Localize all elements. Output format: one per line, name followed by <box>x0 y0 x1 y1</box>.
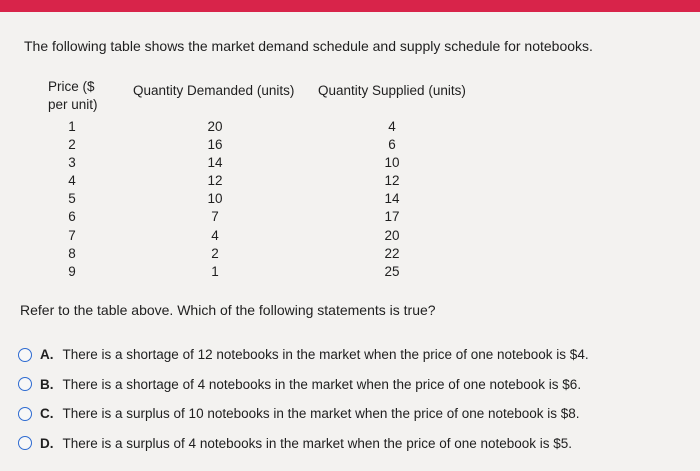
qs-cell: 25 <box>384 263 400 279</box>
option-letter: D. <box>40 435 54 451</box>
question-text: Refer to the table above. Which of the following statements is true? <box>20 302 436 318</box>
quantity-demanded-header: Quantity Demanded (units) <box>133 83 295 98</box>
qd-cell: 12 <box>207 173 223 189</box>
qd-cell: 2 <box>211 245 219 261</box>
price-cell: 8 <box>68 245 76 261</box>
price-column <box>62 118 82 281</box>
qd-cell: 7 <box>211 209 219 225</box>
price-column-header <box>48 78 98 114</box>
option-d[interactable] <box>18 429 589 459</box>
radio-button-a[interactable] <box>18 348 32 362</box>
price-header-line1: Price ($ <box>48 79 95 94</box>
option-text: There is a shortage of 4 notebooks in the market when the price of one notebook is $6. <box>62 376 582 392</box>
quantity-demanded-column <box>200 118 230 281</box>
question-card <box>0 12 700 471</box>
price-cell: 2 <box>68 137 76 153</box>
option-a[interactable] <box>18 340 589 370</box>
option-letter: A. <box>40 347 54 363</box>
qd-cell: 20 <box>207 119 223 134</box>
qd-cell: 1 <box>211 263 219 279</box>
radio-button-b[interactable] <box>18 377 32 391</box>
answer-options <box>18 340 589 458</box>
option-text: There is a surplus of 4 notebooks in the market when the price of one notebook is $5. <box>62 435 573 451</box>
quantity-supplied-column <box>377 118 407 281</box>
qs-cell: 22 <box>384 245 400 261</box>
price-cell: 6 <box>68 209 76 225</box>
option-letter: B. <box>40 376 54 392</box>
quantity-supplied-header: Quantity Supplied (units) <box>318 83 466 98</box>
qd-cell: 4 <box>211 227 219 243</box>
price-cell: 5 <box>68 191 76 207</box>
header-bar <box>0 0 700 12</box>
radio-button-c[interactable] <box>18 407 32 421</box>
price-cell: 4 <box>68 173 76 189</box>
qd-cell: 10 <box>207 191 223 207</box>
qs-cell: 6 <box>388 137 396 153</box>
qs-cell: 20 <box>384 227 400 243</box>
intro-text: The following table shows the market demand schedule and supply schedule for notebooks. <box>24 38 593 54</box>
option-letter: C. <box>40 406 54 422</box>
qs-cell: 12 <box>384 173 400 189</box>
price-cell: 1 <box>68 119 76 134</box>
qs-cell: 10 <box>384 155 400 171</box>
option-b[interactable] <box>18 370 589 400</box>
qd-cell: 14 <box>207 155 223 171</box>
price-cell: 9 <box>68 263 76 279</box>
price-header-line2: per unit) <box>48 97 98 112</box>
option-c[interactable] <box>18 399 589 429</box>
qd-cell: 16 <box>207 137 223 153</box>
qs-cell: 4 <box>388 119 396 134</box>
price-cell: 7 <box>68 227 76 243</box>
qs-cell: 14 <box>384 191 400 207</box>
option-text: There is a surplus of 10 notebooks in the market when the price of one notebook is $8. <box>62 406 580 422</box>
qs-cell: 17 <box>384 209 400 225</box>
price-cell: 3 <box>68 155 76 171</box>
radio-button-d[interactable] <box>18 436 32 450</box>
option-text: There is a shortage of 12 notebooks in the market when the price of one notebook is $4. <box>62 347 589 363</box>
